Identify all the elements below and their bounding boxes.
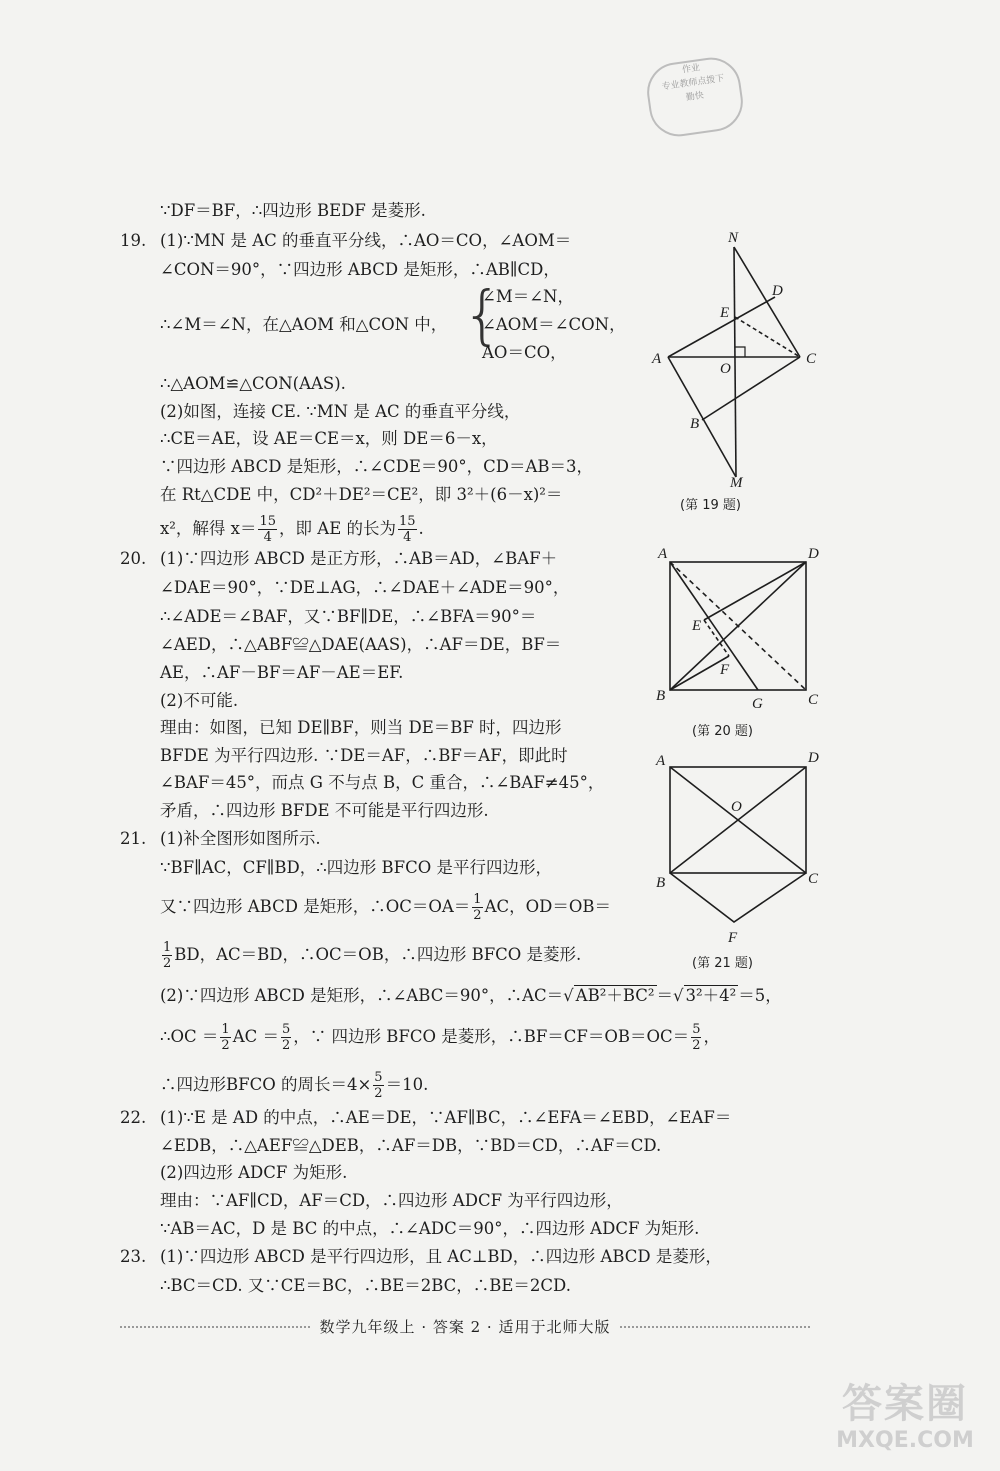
text-line: ∠AED，∴△ABF≌△DAE(AAS)，∴AF＝DE，BF＝: [160, 635, 562, 654]
point-label-a: A: [658, 546, 668, 562]
question-number: 23.: [120, 1247, 147, 1266]
point-label-a: A: [656, 753, 666, 769]
right-angle-mark: [735, 347, 745, 357]
point-label-g: G: [752, 696, 763, 712]
text-line: [160, 1022, 720, 1053]
text-line: 理由：如图，已知 DE∥BF，则当 DE＝BF 时，四边形: [160, 718, 562, 737]
fraction: [691, 1022, 701, 1053]
fraction-numerator: 1: [473, 892, 482, 907]
text-line: ∴∠ADE＝∠BAF，又∵BF∥DE，∴∠BFA＝90°＝: [160, 607, 537, 626]
figure-21: [648, 745, 828, 950]
footer-divider: [120, 1326, 310, 1328]
text-line: ∴∠M＝∠N，在△AOM 和△CON 中，: [160, 315, 448, 334]
text-line: 矛盾，∴四边形 BFDE 不可能是平行四边形.: [160, 801, 489, 820]
text-fragment: ＝: [656, 986, 673, 1005]
text-line: (2)不可能.: [160, 691, 239, 710]
text-fragment: AC ＝: [232, 1027, 279, 1046]
point-label-d: D: [772, 283, 783, 299]
text-line: ∠CON＝90°，∵四边形 ABCD 是矩形，∴AB∥CD，: [160, 260, 560, 279]
site-watermark: [820, 1380, 990, 1460]
text-line: (2)四边形 ADCF 为矩形.: [160, 1163, 348, 1182]
text-line: (1)补全图形如图所示.: [160, 829, 321, 848]
point-label-m: M: [730, 475, 743, 491]
system-brace: {: [462, 279, 503, 353]
fraction-denominator: 2: [473, 908, 482, 923]
point-label-d: D: [808, 546, 819, 562]
text-fragment: (2)∵四边形 ABCD 是矩形，∴∠ABC＝90°，∴AC＝: [160, 986, 564, 1005]
text-line: ∴CE＝AE，设 AE＝CE＝x，则 DE＝6－x，: [160, 429, 498, 448]
text-line: ∠DAE＝90°，∵DE⊥AG，∴∠DAE＋∠ADE＝90°，: [160, 578, 570, 597]
fraction-numerator: 5: [692, 1022, 701, 1037]
text-fragment: ＝10.: [385, 1075, 429, 1094]
point-label-c: C: [806, 351, 817, 367]
text-line: ∵四边形 ABCD 是矩形，∴∠CDE＝90°，CD＝AB＝3，: [160, 457, 594, 476]
point-label-b: B: [656, 875, 666, 891]
text-line: 在 Rt△CDE 中，CD²＋DE²＝CE²，即 3²＋(6－x)²＝: [160, 485, 563, 504]
text-line: (1)∵四边形 ABCD 是平行四边形，且 AC⊥BD，∴四边形 ABCD 是菱形，: [160, 1247, 722, 1266]
watermark-logo-text: 答案圈: [842, 1381, 968, 1427]
segment-de: [704, 562, 806, 620]
text-line: ∴△AOM≌△CON(AAS).: [160, 374, 346, 393]
fraction: [398, 514, 417, 545]
text-fragment: x²，解得 x＝: [160, 519, 257, 538]
text-line: ∴BC＝CD. 又∵CE＝BC，∴BE＝2BC，∴BE＝2CD.: [160, 1276, 571, 1295]
text-line: AE，∴AF－BF＝AF－AE＝EF.: [160, 663, 404, 682]
text-line: (1)∵E 是 AD 的中点，∴AE＝DE，∵AF∥BC，∴∠EFA＝∠EBD，∠EAF＝: [160, 1108, 732, 1127]
segment-ag: [670, 562, 758, 690]
fraction: [373, 1070, 383, 1101]
fraction-numerator: 5: [281, 1022, 291, 1037]
text-line: (1)∵MN 是 AC 的垂直平分线，∴AO＝CO，∠AOM＝: [160, 231, 572, 250]
text-line: BFDE 为平行四边形. ∵DE＝AF，∴BF＝AF，即此时: [160, 746, 568, 765]
stamp-line: 勤快: [685, 90, 705, 104]
figure-20: [648, 540, 828, 712]
figure-caption: (第 19 题): [680, 498, 741, 513]
fraction-denominator: 2: [692, 1038, 701, 1053]
text-fragment: ＝5，: [738, 986, 782, 1005]
point-label-c: C: [808, 692, 819, 708]
fraction-denominator: 2: [221, 1038, 230, 1053]
text-line: [160, 1070, 428, 1101]
question-number: 20.: [120, 549, 147, 568]
fraction: [220, 1022, 230, 1053]
text-fragment: AC，OD＝OB＝: [484, 897, 612, 916]
segments-bf-cf: [670, 873, 806, 922]
radicand: 3²＋4²: [685, 986, 737, 1005]
text-fragment: 又∵四边形 ABCD 是矩形，∴OC＝OA＝: [160, 897, 471, 916]
line-mn: [734, 247, 736, 477]
fraction: [281, 1022, 291, 1053]
text-line: ∵AB＝AC，D 是 BC 的中点，∴∠ADC＝90°，∴四边形 ADCF 为矩形.: [160, 1219, 700, 1238]
fraction: [472, 892, 482, 923]
footer-text: 数学九年级上 · 答案 2 · 适用于北师大版: [319, 1318, 611, 1336]
text-line: [160, 892, 611, 923]
fraction-denominator: 4: [263, 530, 272, 545]
point-label-f: F: [720, 662, 730, 678]
fraction-numerator: 15: [398, 514, 416, 529]
text-line: ∠BAF＝45°，而点 G 不与点 B，C 重合，∴∠BAF≠45°，: [160, 773, 605, 792]
footer-divider: [620, 1326, 810, 1328]
page-footer: [120, 1316, 810, 1337]
point-label-b: B: [656, 688, 666, 704]
point-label-d: D: [808, 750, 819, 766]
point-label-n: N: [728, 230, 739, 246]
point-label-f: F: [728, 930, 738, 946]
point-label-c: C: [808, 871, 819, 887]
figure-caption: (第 20 题): [692, 724, 753, 739]
text-line: ∵DF＝BF，∴四边形 BEDF 是菱形.: [160, 201, 426, 220]
text-fragment: ，∵ 四边形 BFCO 是菱形，∴BF＝CF＝OB＝OC＝: [293, 1027, 690, 1046]
fraction-denominator: 2: [281, 1038, 291, 1053]
stamp-line: 作业: [681, 63, 701, 76]
ink-stamp: [643, 54, 746, 140]
question-number: 19.: [120, 231, 147, 250]
text-fragment: ，即 AE 的长为: [279, 519, 396, 538]
point-label-o: O: [731, 799, 742, 815]
text-line: ∠EDB，∴△AEF≌△DEB，∴AF＝DB，∵BD＝CD，∴AF＝CD.: [160, 1136, 662, 1155]
fraction-numerator: 15: [259, 514, 277, 529]
fraction-numerator: 1: [221, 1022, 230, 1037]
fraction-denominator: 2: [374, 1086, 383, 1101]
point-label-e: E: [692, 618, 702, 634]
point-label-b: B: [690, 416, 700, 432]
text-fragment: .: [418, 519, 424, 538]
question-number: 22.: [120, 1108, 147, 1127]
text-line: [160, 940, 581, 971]
system-line: ∠M＝∠N，: [482, 287, 574, 306]
text-line: ∵BF∥AC，CF∥BD，∴四边形 BFCO 是平行四边形，: [160, 858, 552, 877]
point-label-o: O: [720, 361, 731, 377]
fraction: [162, 940, 172, 971]
text-fragment: BD，AC＝BD，∴OC＝OB，∴四边形 BFCO 是菱形.: [174, 945, 582, 964]
fraction-numerator: 5: [374, 1070, 383, 1085]
text-fragment: ∴四边形BFCO 的周长＝4×: [160, 1075, 372, 1094]
point-label-e: E: [720, 305, 730, 321]
text-line: (2)如图，连接 CE. ∵MN 是 AC 的垂直平分线，: [160, 402, 521, 421]
fraction: [258, 514, 277, 545]
point-label-a: A: [652, 351, 662, 367]
stamp-line: 专业教师点拨下: [661, 73, 725, 93]
system-line: AO＝CO，: [482, 343, 567, 362]
fraction-denominator: 4: [403, 530, 412, 545]
figure-caption: (第 21 题): [692, 956, 753, 971]
figure-19: [640, 225, 840, 520]
text-line: [160, 514, 424, 545]
radicand: AB²＋BC²: [575, 986, 655, 1005]
system-line: ∠AOM＝∠CON，: [482, 315, 626, 334]
segment-bc: [702, 357, 800, 420]
text-line: (2)∵四边形 ABCD 是矩形，∴∠ABC＝90°，∴AC＝√ AB²＋BC² ＝√ 3²＋4² ＝5，: [160, 986, 782, 1005]
text-fragment: ，: [703, 1027, 720, 1046]
fraction-numerator: 1: [163, 940, 172, 955]
text-line: 理由：∵AF∥CD，AF＝CD，∴四边形 ADCF 为平行四边形，: [160, 1191, 623, 1210]
watermark-url: MXQE.COM: [836, 1428, 974, 1453]
text-fragment: ∴OC ＝: [160, 1027, 219, 1046]
question-number: 21.: [120, 829, 147, 848]
text-line: (1)∵四边形 ABCD 是正方形，∴AB＝AD，∠BAF＋: [160, 549, 558, 568]
fraction-denominator: 2: [163, 956, 172, 971]
